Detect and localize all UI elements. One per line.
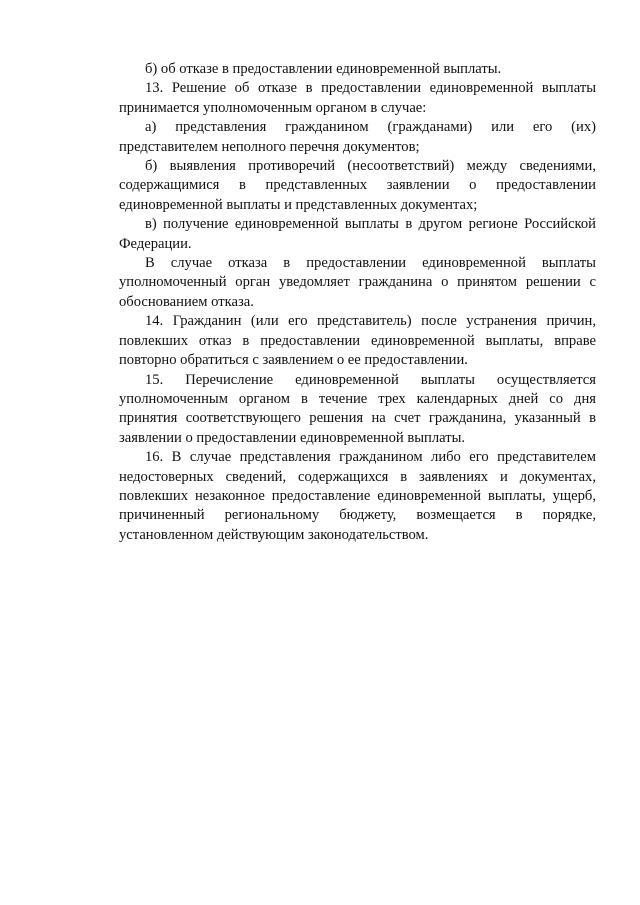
paragraph-13-b: б) выявления противоречий (несоответствий) между сведениями, содержащимися в представленных заявлении о предоставлении единовременной выплаты и представленных документах; <box>119 158 596 213</box>
paragraph-13-c: в) получение единовременной выплаты в другом регионе Российской Федерации. <box>119 216 596 252</box>
paragraph-13-intro: 13. Решение об отказе в предоставлении единовременной выплаты принимается уполномоченным органом в случае: <box>119 80 596 116</box>
paragraph-16: 16. В случае представления гражданином либо его представителем недостоверных сведений, содержащихся в заявлениях и документах, повлекших незаконное предоставление единовременной выплаты, ущерб, причиненный региональному бюджету, возмещается в порядке, установленном действующим законодательством. <box>119 449 596 543</box>
paragraph-refusal-notice: В случае отказа в предоставлении единовременной выплаты уполномоченный орган уведомляет гражданина о принятом решении с обоснованием отказа. <box>119 255 596 310</box>
paragraph-refusal-b: б) об отказе в предоставлении единовременной выплаты. <box>145 61 502 77</box>
paragraph-14: 14. Гражданин (или его представитель) после устранения причин, повлекших отказ в предоставлении единовременной выплаты, вправе повторно обратиться с заявлением о ее предоставлении. <box>119 313 596 369</box>
paragraph-13-a: а) представления гражданином (гражданами) или его (их) представителем неполного перечня документов; <box>119 119 596 155</box>
paragraph-15: 15. Перечисление единовременной выплаты осуществляется уполномоченным органом в течение трех календарных дней со дня принятия соответствующего решения на счет гражданина, указанный в заявлении о предоставлении единовременной выплаты. <box>119 371 596 446</box>
document-body <box>119 60 596 545</box>
